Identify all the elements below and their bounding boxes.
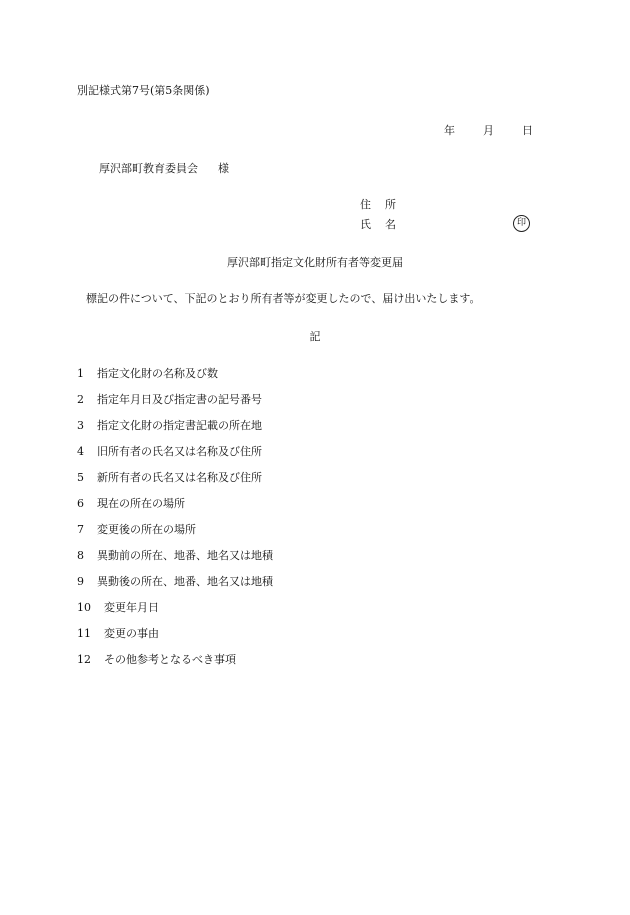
item-text: 指定文化財の指定書記載の所在地 bbox=[97, 419, 262, 432]
date-day: 日 bbox=[522, 124, 533, 137]
name-label-char-1: 氏 bbox=[360, 218, 371, 231]
applicant-name-label bbox=[360, 218, 396, 232]
address-label-char-2: 所 bbox=[385, 198, 396, 211]
body-text: 標記の件について、下記のとおり所有者等が変更したので、届け出いたします。 bbox=[86, 292, 481, 305]
list-item bbox=[77, 497, 273, 523]
item-number: 3 bbox=[77, 419, 84, 432]
item-text: 異動後の所在、地番、地名又は地積 bbox=[97, 575, 273, 588]
item-number: 5 bbox=[77, 471, 84, 484]
item-text: 旧所有者の氏名又は名称及び住所 bbox=[97, 445, 262, 458]
item-number: 7 bbox=[77, 523, 84, 536]
addressee bbox=[99, 162, 229, 176]
seal-mark: 印 bbox=[513, 215, 530, 232]
item-text: 新所有者の氏名又は名称及び住所 bbox=[97, 471, 262, 484]
list-item bbox=[77, 549, 273, 575]
list-item bbox=[77, 445, 273, 471]
list-item bbox=[77, 575, 273, 601]
list-item bbox=[77, 601, 273, 627]
item-number: 9 bbox=[77, 575, 84, 588]
address-label-char-1: 住 bbox=[360, 198, 371, 211]
item-number: 2 bbox=[77, 393, 84, 406]
ki-heading: 記 bbox=[309, 330, 321, 343]
list-item bbox=[77, 471, 273, 497]
document-title-text: 厚沢部町指定文化財所有者等変更届 bbox=[227, 256, 403, 269]
item-number: 6 bbox=[77, 497, 84, 510]
applicant-address-label bbox=[360, 198, 396, 212]
item-text: 指定年月日及び指定書の記号番号 bbox=[97, 393, 262, 406]
item-number: 4 bbox=[77, 445, 84, 458]
item-text: 指定文化財の名称及び数 bbox=[97, 367, 218, 380]
form-number: 別記様式第7号(第5条関係) bbox=[77, 84, 210, 97]
date-line bbox=[444, 124, 533, 138]
item-list bbox=[77, 367, 273, 679]
item-text: 異動前の所在、地番、地名又は地積 bbox=[97, 549, 273, 562]
item-text: 変更の事由 bbox=[104, 627, 159, 640]
item-number: 12 bbox=[77, 653, 91, 666]
name-label-char-2: 名 bbox=[385, 218, 396, 231]
item-number: 1 bbox=[77, 367, 84, 380]
item-number: 10 bbox=[77, 601, 91, 614]
addressee-name: 厚沢部町教育委員会 bbox=[99, 162, 198, 175]
date-year: 年 bbox=[444, 124, 455, 137]
item-text: その他参考となるべき事項 bbox=[104, 653, 236, 666]
item-number: 8 bbox=[77, 549, 84, 562]
item-number: 11 bbox=[77, 627, 91, 640]
list-item bbox=[77, 367, 273, 393]
item-text: 変更後の所在の場所 bbox=[97, 523, 196, 536]
list-item bbox=[77, 393, 273, 419]
item-text: 変更年月日 bbox=[104, 601, 159, 614]
addressee-honorific: 様 bbox=[218, 162, 229, 175]
list-item bbox=[77, 523, 273, 549]
list-item bbox=[77, 419, 273, 445]
document-title bbox=[0, 256, 630, 270]
list-item bbox=[77, 653, 273, 679]
date-month: 月 bbox=[483, 124, 494, 137]
item-text: 現在の所在の場所 bbox=[97, 497, 185, 510]
list-item bbox=[77, 627, 273, 653]
